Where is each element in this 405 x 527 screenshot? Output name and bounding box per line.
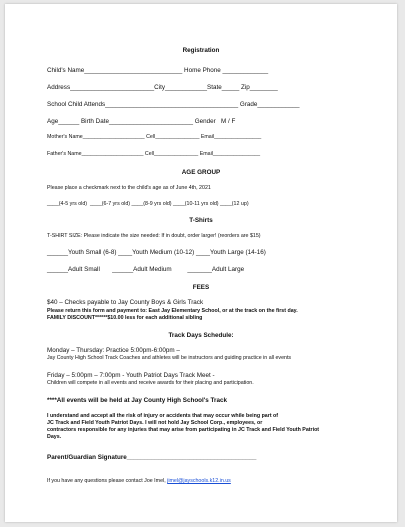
events-location: ****All events will be held at Jay County High School's Track bbox=[47, 397, 227, 404]
age-birthdate-gender-field[interactable]: Age______ Birth Date________________________ Gender M / F bbox=[47, 118, 236, 125]
schedule-friday-desc: Children will compete in all events and receive awards for their placing and participation. bbox=[47, 380, 254, 386]
schedule-monday-thursday: Monday – Thursday: Practice 5:00pm-6:00pm – bbox=[47, 347, 180, 354]
tshirts-heading: T-Shirts bbox=[189, 217, 213, 224]
childs-name-field[interactable]: Child's Name____________________________ Home Phone _____________ bbox=[47, 67, 269, 74]
fees-amount: $40 – Checks payable to Jay County Boys & Girls Track bbox=[47, 299, 204, 306]
fees-return-instructions: Please return this form and payment to: East Jay Elementary School, or at the track on the first day. bbox=[47, 308, 298, 314]
address-field[interactable]: Address________________________City____________State_____ Zip________ bbox=[47, 84, 278, 91]
waiver-line-1: I understand and accept all the risk of injury or accidents that may occur while being part of bbox=[47, 413, 279, 419]
form-title: Registration bbox=[182, 47, 220, 54]
family-discount: FAMILY DISCOUNT******$10.00 less for each additional sibling bbox=[47, 315, 203, 321]
contact-email-link[interactable]: jimel@jayschools.k12.in.us bbox=[167, 478, 231, 484]
contact-line bbox=[47, 479, 231, 484]
waiver-line-4: Days. bbox=[47, 434, 62, 440]
fees-heading: FEES bbox=[192, 284, 210, 291]
schedule-monday-thursday-desc: Jay County High School Track Coaches and athletes will be instructors and guiding practice in all events bbox=[47, 355, 292, 361]
schedule-friday: Friday – 5:00pm – 7:00pm - Youth Patriot Days Track Meet - bbox=[47, 372, 215, 379]
tshirt-size-instruction: T-SHIRT SIZE: Please indicate the size needed: If in doubt, order larger! (reorders are $15) bbox=[47, 233, 261, 239]
parent-signature-field[interactable]: Parent/Guardian Signature_____________________________________ bbox=[47, 454, 257, 461]
age-group-options[interactable]: ____(4-5 yrs old) ____(6-7 yrs old) ____(8-9 yrs old) ____(10-11 yrs old) ____(12 up) bbox=[47, 201, 249, 207]
waiver-line-3: contractors responsible for any injuries that may arise from participating in JC Track and Field Youth Patriot bbox=[47, 427, 320, 433]
school-field[interactable]: School Child Attends______________________________________ Grade____________ bbox=[47, 101, 300, 108]
contact-text: If you have any questions please contact Joe Imel, bbox=[47, 478, 166, 484]
youth-sizes-options[interactable]: ______Youth Small (6-8) ____Youth Medium (10-12) ____Youth Large (14-16) bbox=[47, 249, 266, 256]
age-group-instruction: Please place a checkmark next to the child's age as of June 4th, 2021 bbox=[47, 185, 211, 191]
age-group-heading: AGE GROUP bbox=[181, 169, 221, 176]
father-info-field[interactable]: Father's Name_____________________ Cell_______________ Email________________ bbox=[47, 151, 261, 157]
mother-info-field[interactable]: Mother's Name_____________________ Cell_______________ Email________________ bbox=[47, 134, 262, 140]
registration-form-page bbox=[5, 4, 397, 522]
adult-sizes-options[interactable]: ______Adult Small ______Adult Medium _______Adult Large bbox=[47, 266, 245, 273]
waiver-line-2: JC Track and Field Youth Patriot Days. I will not hold Jay School Corp., employees, or bbox=[47, 420, 263, 426]
schedule-heading: Track Days Schedule: bbox=[168, 332, 234, 339]
